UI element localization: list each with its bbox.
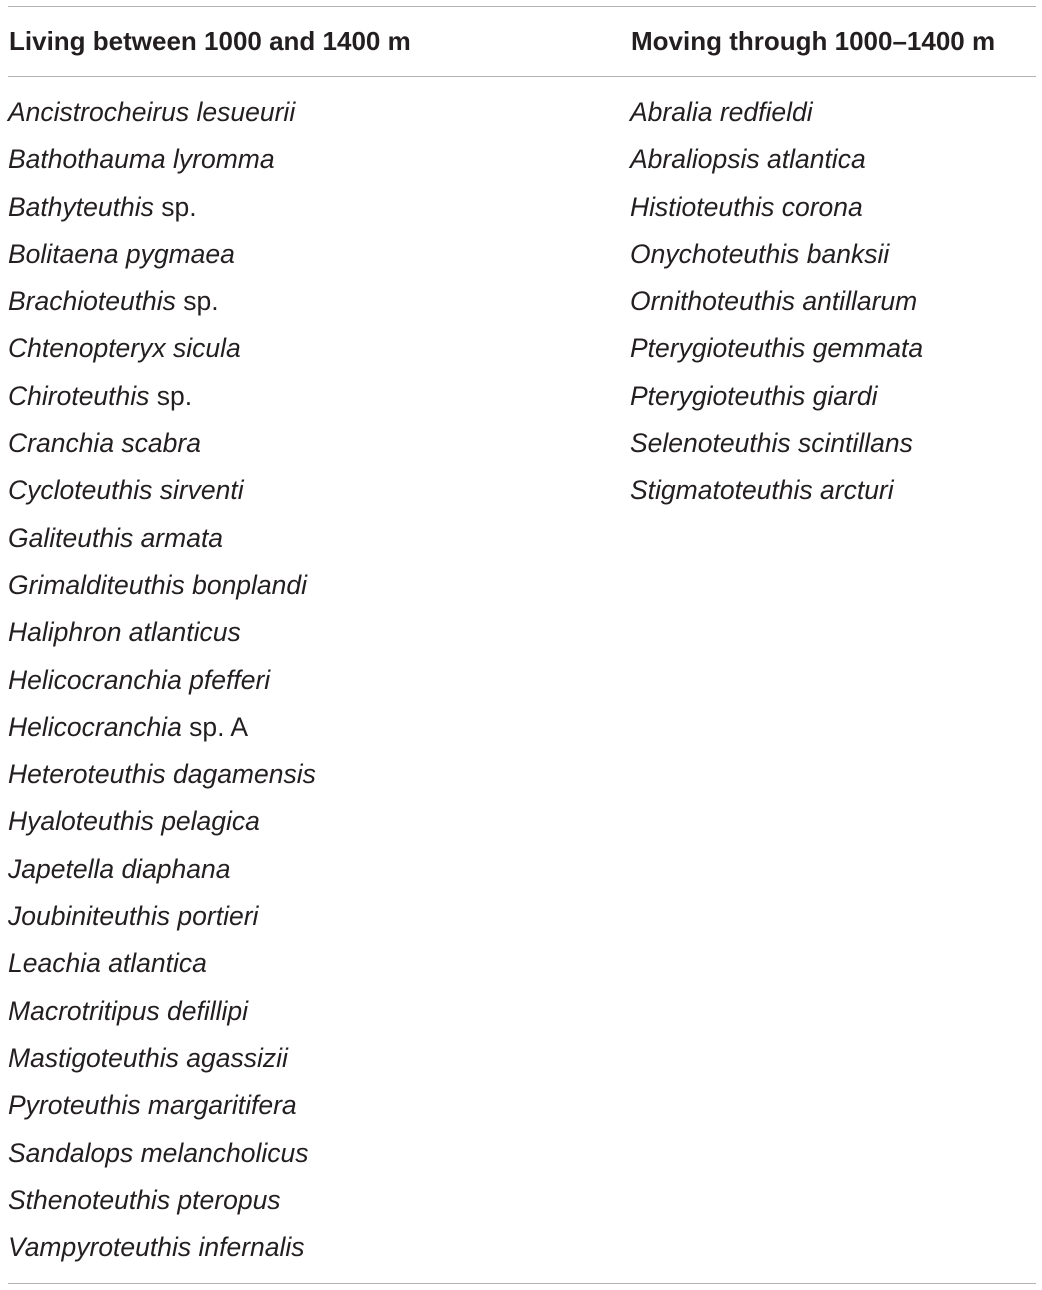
species-row — [630, 234, 923, 281]
species-qualifier: sp. — [153, 191, 197, 222]
species-name: Heteroteuthis dagamensis — [8, 759, 316, 790]
species-qualifier: sp. — [149, 380, 193, 411]
species-name: Cranchia scabra — [8, 428, 201, 459]
species-row — [8, 754, 316, 801]
species-row — [8, 991, 316, 1038]
species-row — [8, 1227, 316, 1274]
species-row — [630, 470, 923, 517]
species-row — [8, 896, 316, 943]
species-row — [630, 281, 923, 328]
species-name: Chiroteuthis — [8, 380, 150, 411]
species-name: Grimalditeuthis bonplandi — [8, 569, 308, 600]
species-name: Bathothauma lyromma — [8, 144, 275, 175]
species-name: Mastigoteuthis agassizii — [8, 1042, 288, 1073]
species-name: Macrotritipus defillipi — [8, 995, 249, 1026]
species-name: Pterygioteuthis giardi — [630, 380, 878, 411]
species-row — [8, 423, 316, 470]
species-row — [630, 92, 923, 139]
species-name: Joubiniteuthis portieri — [8, 901, 259, 932]
species-row — [630, 328, 923, 375]
species-row — [630, 187, 923, 234]
species-name: Ornithoteuthis antillarum — [630, 286, 918, 317]
header-rule — [8, 76, 1036, 77]
species-qualifier: sp. — [175, 286, 219, 317]
species-qualifier: sp. A — [181, 711, 249, 742]
table-top-rule — [8, 6, 1036, 7]
column-header-moving: Moving through 1000–1400 m — [631, 26, 996, 56]
table-bottom-rule — [8, 1283, 1036, 1284]
species-row — [8, 518, 316, 565]
species-row — [8, 281, 316, 328]
species-row — [8, 1085, 316, 1132]
species-row — [8, 612, 316, 659]
species-name: Sandalops melancholicus — [8, 1137, 309, 1168]
species-row — [8, 565, 316, 612]
species-row — [8, 1038, 316, 1085]
species-name: Abralia redfieldi — [630, 97, 813, 127]
species-name: Vampyroteuthis infernalis — [8, 1232, 305, 1263]
species-name: Bathyteuthis — [8, 191, 154, 222]
species-row — [8, 234, 316, 281]
species-name: Pyroteuthis margaritifera — [8, 1090, 297, 1121]
species-row — [8, 1133, 316, 1180]
species-name: Helicocranchia — [8, 711, 182, 742]
species-row — [8, 376, 316, 423]
species-name: Onychoteuthis banksii — [630, 238, 890, 269]
species-name: Ancistrocheirus lesueurii — [8, 97, 296, 127]
species-row — [8, 707, 316, 754]
species-name: Hyaloteuthis pelagica — [8, 806, 260, 837]
species-name: Japetella diaphana — [8, 853, 231, 884]
species-row — [8, 139, 316, 186]
species-name: Stigmatoteuthis arcturi — [630, 475, 894, 506]
species-row — [8, 801, 316, 848]
column-header-living: Living between 1000 and 1400 m — [9, 26, 411, 56]
species-name: Galiteuthis armata — [8, 522, 224, 553]
species-name: Cycloteuthis sirventi — [8, 475, 244, 506]
species-name: Leachia atlantica — [8, 948, 207, 979]
species-row — [630, 423, 923, 470]
species-name: Chtenopteryx sicula — [8, 333, 241, 364]
species-row — [8, 1180, 316, 1227]
species-name: Abraliopsis atlantica — [630, 144, 866, 175]
species-name: Histioteuthis corona — [630, 191, 863, 222]
species-name: Bolitaena pygmaea — [8, 238, 235, 269]
species-row — [8, 470, 316, 517]
species-name: Haliphron atlanticus — [8, 617, 241, 648]
moving-species-list — [630, 92, 923, 518]
species-name: Selenoteuthis scintillans — [630, 428, 913, 459]
living-species-list — [8, 92, 316, 1274]
species-name: Brachioteuthis — [8, 286, 176, 317]
species-name: Sthenoteuthis pteropus — [8, 1184, 281, 1215]
species-row — [8, 660, 316, 707]
species-row — [8, 92, 316, 139]
species-row — [630, 139, 923, 186]
species-row — [8, 328, 316, 375]
species-name: Pterygioteuthis gemmata — [630, 333, 924, 364]
species-row — [8, 943, 316, 990]
species-row — [630, 376, 923, 423]
species-row — [8, 849, 316, 896]
species-name: Helicocranchia pfefferi — [8, 664, 271, 695]
species-row — [8, 187, 316, 234]
